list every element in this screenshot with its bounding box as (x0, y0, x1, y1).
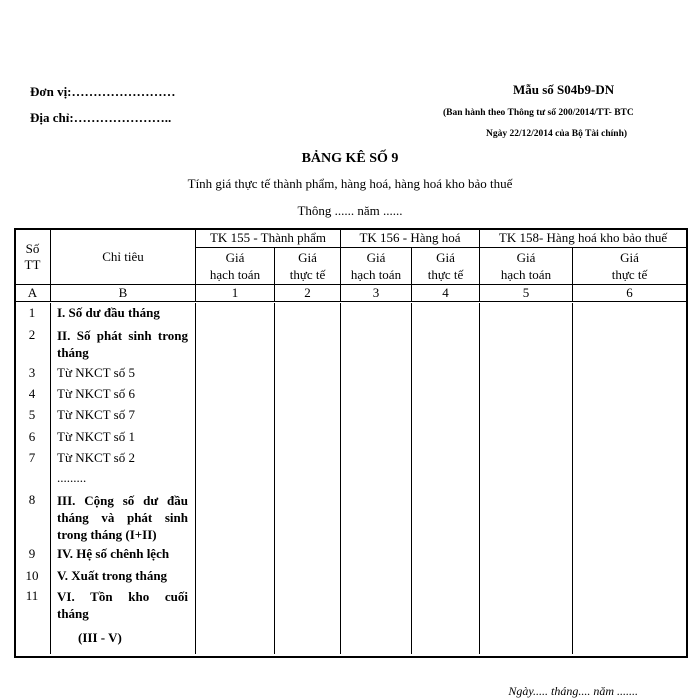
row-number: 2 (28, 327, 36, 342)
index-cell: 1 (196, 285, 275, 302)
document-title: BẢNG KÊ SỐ 9 (301, 151, 399, 166)
document-subtitle: Tính giá thực tế thành phẩm, hàng hoá, hàng hoá kho bảo thuế (187, 176, 513, 191)
row-label: I. Số dư đầu tháng (57, 305, 160, 320)
header-group-tk158: TK 158- Hàng hoá kho bảo thuế (480, 229, 687, 248)
period-line: Thông ...... năm ...... (297, 203, 403, 218)
row-label: ......... (57, 470, 87, 485)
issued-by-line2: Ngày 22/12/2014 của Bộ Tài chính) (486, 129, 628, 139)
subheader-line: Giá (298, 250, 317, 265)
row-number: 7 (28, 450, 36, 465)
row-label: Từ NKCT số 5 (57, 365, 135, 380)
row-number: 3 (28, 365, 36, 380)
subheader-cell (196, 248, 275, 285)
subheader-line: thực tế (427, 267, 464, 282)
row-label: III. Cộng số dư đầu tháng và phát sinh trong tháng (I+II) (57, 493, 188, 542)
index-cell: B (51, 285, 196, 302)
subheader-line: hạch toán (350, 267, 402, 282)
header-stt-line1: Số (25, 240, 40, 256)
subheader-cell (341, 248, 412, 285)
col-divider (195, 303, 196, 654)
col-divider (50, 303, 51, 654)
date-line: Ngày..... tháng.... năm ....... (508, 684, 638, 698)
index-cell: 4 (412, 285, 480, 302)
summary-table-header (14, 228, 687, 302)
header-stt-line2: TT (24, 256, 41, 272)
row-number: 5 (28, 407, 36, 422)
subheader-line: Giá (436, 250, 455, 265)
row-label: VI. Tồn kho cuối tháng (57, 589, 188, 621)
header-item: Chỉ tiêu (51, 229, 196, 285)
subheader-line: Giá (620, 250, 639, 265)
row-number: 6 (28, 429, 36, 444)
header-group-tk155: TK 155 - Thành phẩm (196, 229, 341, 248)
row-number: 8 (28, 492, 36, 507)
col-divider (274, 303, 275, 654)
subheader-line: Giá (516, 250, 536, 265)
header-group-tk156: TK 156 - Hàng hoá (341, 229, 480, 248)
row-number: 11 (25, 588, 39, 603)
col-divider (572, 303, 573, 654)
row-label: IV. Hệ số chênh lệch (57, 546, 170, 561)
subheader-cell (275, 248, 341, 285)
row-label: Từ NKCT số 6 (57, 386, 135, 401)
address-field: Địa chỉ:………………….. (30, 110, 172, 125)
subheader-line: Giá (225, 250, 245, 265)
index-cell: 6 (573, 285, 687, 302)
row-label: Từ NKCT số 2 (57, 450, 135, 465)
form-number: Mẫu số S04b9-DN (513, 82, 615, 97)
subheader-line: thực tế (289, 267, 326, 282)
subheader-cell (412, 248, 480, 285)
subheader-line: hạch toán (209, 267, 261, 282)
row-label: (III - V) (78, 630, 122, 645)
col-divider (340, 303, 341, 654)
row-number: 1 (28, 305, 36, 320)
header-stt (15, 229, 51, 285)
index-cell: 3 (341, 285, 412, 302)
subheader-line: Giá (366, 250, 386, 265)
index-cell: A (15, 285, 51, 302)
row-number: 4 (28, 386, 36, 401)
col-divider (479, 303, 480, 654)
row-label: Từ NKCT số 7 (57, 407, 135, 422)
row-label: V. Xuất trong tháng (57, 568, 168, 583)
row-number: 9 (28, 546, 36, 561)
issued-by-line1: (Ban hành theo Thông tư số 200/2014/TT- BTC (443, 108, 634, 118)
col-divider (411, 303, 412, 654)
body-top-rule (14, 301, 686, 302)
index-cell: 5 (480, 285, 573, 302)
subheader-cell (573, 248, 687, 285)
row-number: 10 (25, 568, 39, 583)
subheader-cell (480, 248, 573, 285)
row-label: Từ NKCT số 1 (57, 429, 135, 444)
subheader-line: thực tế (611, 267, 648, 282)
index-cell: 2 (275, 285, 341, 302)
subheader-line: hạch toán (500, 267, 552, 282)
unit-field: Đơn vị:…………………… (30, 84, 176, 99)
row-label: II. Số phát sinh trong tháng (57, 328, 188, 360)
